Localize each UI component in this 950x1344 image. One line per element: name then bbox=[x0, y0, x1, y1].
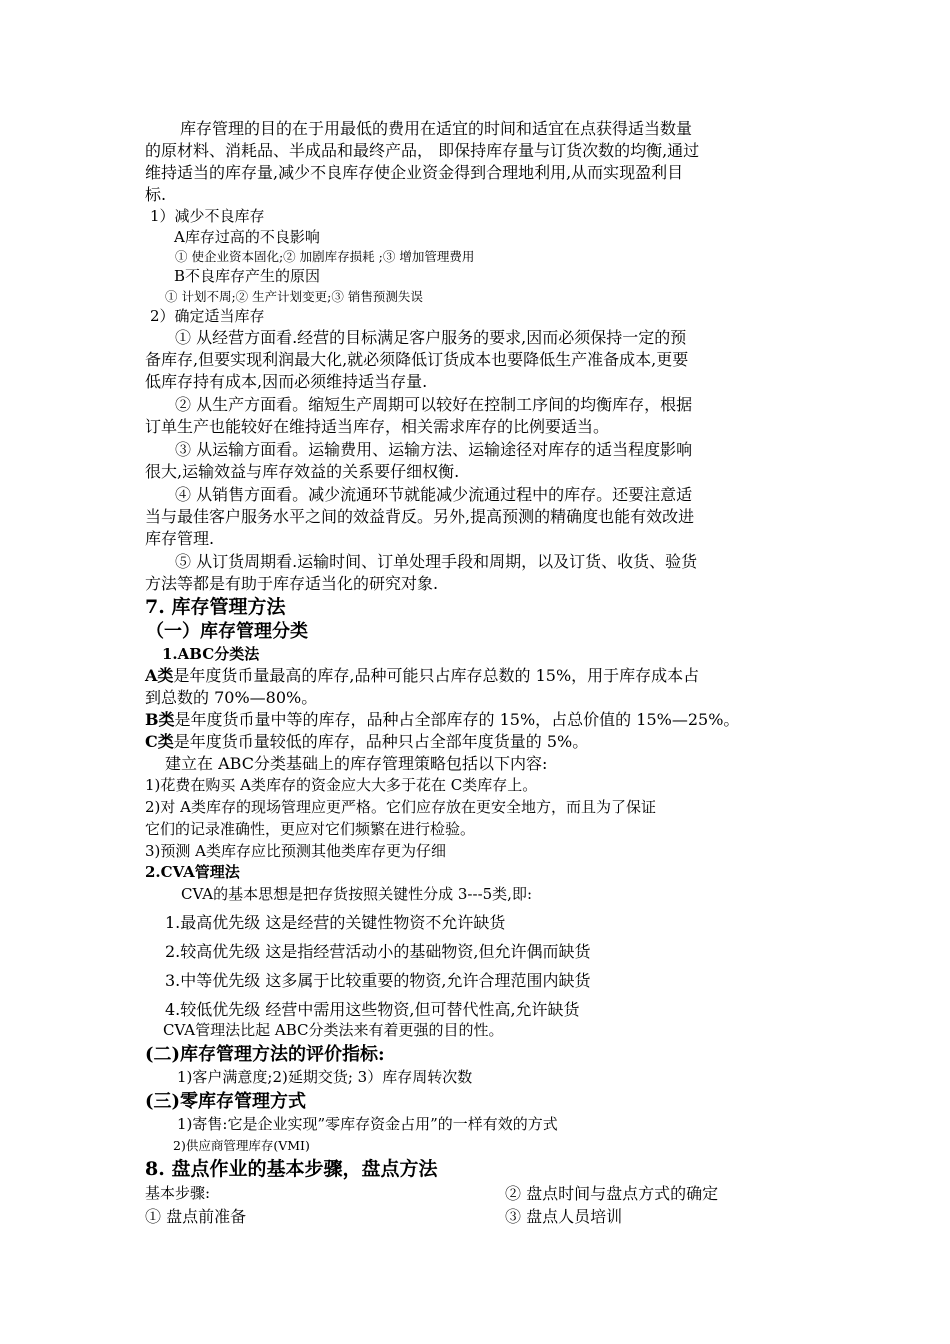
intro-line-4: 标. bbox=[145, 185, 167, 204]
s2-p4-line-2: 当与最佳客户服务水平之间的效益背反。另外,提高预测的精确度也能有效改进 bbox=[145, 507, 695, 526]
s2-p4-line-1: ④ 从销售方面看。减少流通环节就能减少流通过程中的库存。还要注意适 bbox=[175, 485, 693, 504]
sec7-sub3-item-2: 2)供应商管理库存(VMI) bbox=[173, 1138, 310, 1153]
s1-a-title: A库存过高的不良影响 bbox=[174, 228, 320, 246]
s2-p1-line-1: ① 从经营方面看.经营的目标满足客户服务的要求,因而必须保持一定的预 bbox=[175, 328, 687, 347]
strategy-2a: 2)对 A类库存的现场管理应更严格。它们应存放在更安全地方，而且为了保证 bbox=[145, 798, 656, 816]
intro-line-1: 库存管理的目的在于用最低的费用在适宜的时间和适宜在点获得适当数量 bbox=[180, 119, 693, 138]
s2-p3-line-2: 很大,运输效益与库存效益的关系要仔细权衡. bbox=[145, 462, 460, 481]
sec7-sub2: (二)库存管理方法的评价指标: bbox=[145, 1044, 385, 1065]
a-class-line-1 bbox=[145, 666, 699, 685]
cva-title: 2.CVA管理法 bbox=[145, 863, 240, 881]
b-class-label: B类 bbox=[145, 710, 175, 729]
strategy-2b: 它们的记录准确性，更应对它们频繁在进行检验。 bbox=[145, 820, 476, 838]
s1-title: 1）减少不良库存 bbox=[150, 207, 265, 225]
s2-p5-line-2: 方法等都是有助于库存适当化的研究对象. bbox=[145, 574, 439, 593]
sec8-step-3: ③ 盘点人员培训 bbox=[505, 1207, 623, 1226]
c-class-text: 是年度货币量较低的库存，品种只占全部年度货量的 5%。 bbox=[173, 732, 589, 751]
sec7-title: 7. 库存管理方法 bbox=[145, 596, 286, 618]
abc-title: 1.ABC分类法 bbox=[162, 645, 260, 663]
cva-item-4: 4.较低优先级 经营中需用这些物资,但可替代性高,允许缺货 bbox=[165, 1000, 580, 1019]
sec8-title: 8. 盘点作业的基本步骤，盘点方法 bbox=[145, 1158, 438, 1180]
sec8-step-2: ② 盘点时间与盘点方式的确定 bbox=[505, 1184, 719, 1203]
c-class-line bbox=[145, 732, 588, 751]
sec7-sub2-items: 1)客户满意度;2)延期交货; 3）库存周转次数 bbox=[177, 1068, 473, 1086]
a-class-text: 是年度货币量最高的库存,品种可能只占库存总数的 15%，用于库存成本占 bbox=[173, 666, 700, 685]
s2-p1-line-2: 备库存,但要实现利润最大化,就必须降低订货成本也要降低生产准备成本,更要 bbox=[145, 350, 689, 369]
sec8-steps-label: 基本步骤: bbox=[145, 1184, 211, 1202]
a-class-line-2: 到总数的 70%—80%。 bbox=[145, 688, 318, 707]
cva-item-1: 1.最高优先级 这是经营的关键性物资不允许缺货 bbox=[165, 913, 506, 932]
cva-item-3: 3.中等优先级 这多属于比较重要的物资,允许合理范围内缺货 bbox=[165, 971, 591, 990]
sec7-sub3: (三)零库存管理方式 bbox=[145, 1091, 307, 1112]
cva-note: CVA管理法比起 ABC分类法来有着更强的目的性。 bbox=[163, 1021, 504, 1039]
intro-line-2: 的原材料、消耗品、半成品和最终产品， 即保持库存量与订货次数的均衡,通过 bbox=[145, 141, 700, 160]
cva-item-2: 2.较高优先级 这是指经营活动小的基础物资,但允许偶而缺货 bbox=[165, 942, 591, 961]
s2-p5-line-1: ⑤ 从订货周期看.运输时间、订单处理手段和周期，以及订货、收货、验货 bbox=[175, 552, 698, 571]
s2-p1-line-3: 低库存持有成本,因而必须维持适当存量. bbox=[145, 372, 428, 391]
s2-p2-line-1: ② 从生产方面看。缩短生产周期可以较好在控制工序间的均衡库存，根据 bbox=[175, 395, 693, 414]
a-class-label: A类 bbox=[145, 666, 174, 685]
strategy-intro: 建立在 ABC分类基础上的库存管理策略包括以下内容: bbox=[165, 754, 548, 773]
strategy-3: 3)预测 A类库存应比预测其他类库存更为仔细 bbox=[145, 842, 446, 860]
cva-intro: CVA的基本思想是把存货按照关键性分成 3---5类,即: bbox=[181, 885, 533, 903]
b-class-text: 是年度货币量中等的库存，品种占全部库存的 15%，占总价值的 15%—25%。 bbox=[174, 710, 740, 729]
s2-p2-line-2: 订单生产也能较好在维持适当库存，相关需求库存的比例要适当。 bbox=[145, 417, 610, 436]
intro-line-3: 维持适当的库存量,减少不良库存使企业资金得到合理地利用,从而实现盈利目 bbox=[145, 163, 684, 182]
b-class-line bbox=[145, 710, 739, 729]
c-class-label: C类 bbox=[145, 732, 174, 751]
s2-p3-line-1: ③ 从运输方面看。运输费用、运输方法、运输途径对库存的适当程度影响 bbox=[175, 440, 693, 459]
s1-b-title: B不良库存产生的原因 bbox=[174, 267, 321, 285]
sec7-sub1: （一）库存管理分类 bbox=[146, 621, 308, 642]
s2-p4-line-3: 库存管理. bbox=[145, 529, 215, 548]
s1-a-items: ① 使企业资本固化;② 加剧库存损耗 ;③ 增加管理费用 bbox=[175, 249, 475, 264]
s2-title: 2）确定适当库存 bbox=[150, 307, 265, 325]
s1-b-items: ① 计划不周;② 生产计划变更;③ 销售预测失误 bbox=[165, 289, 423, 304]
strategy-1: 1)花费在购买 A类库存的资金应大大多于花在 C类库存上。 bbox=[145, 776, 538, 794]
sec8-step-1: ① 盘点前准备 bbox=[145, 1207, 247, 1226]
sec7-sub3-item-1: 1)寄售:它是企业实现”零库存资金占用”的一样有效的方式 bbox=[177, 1115, 558, 1133]
